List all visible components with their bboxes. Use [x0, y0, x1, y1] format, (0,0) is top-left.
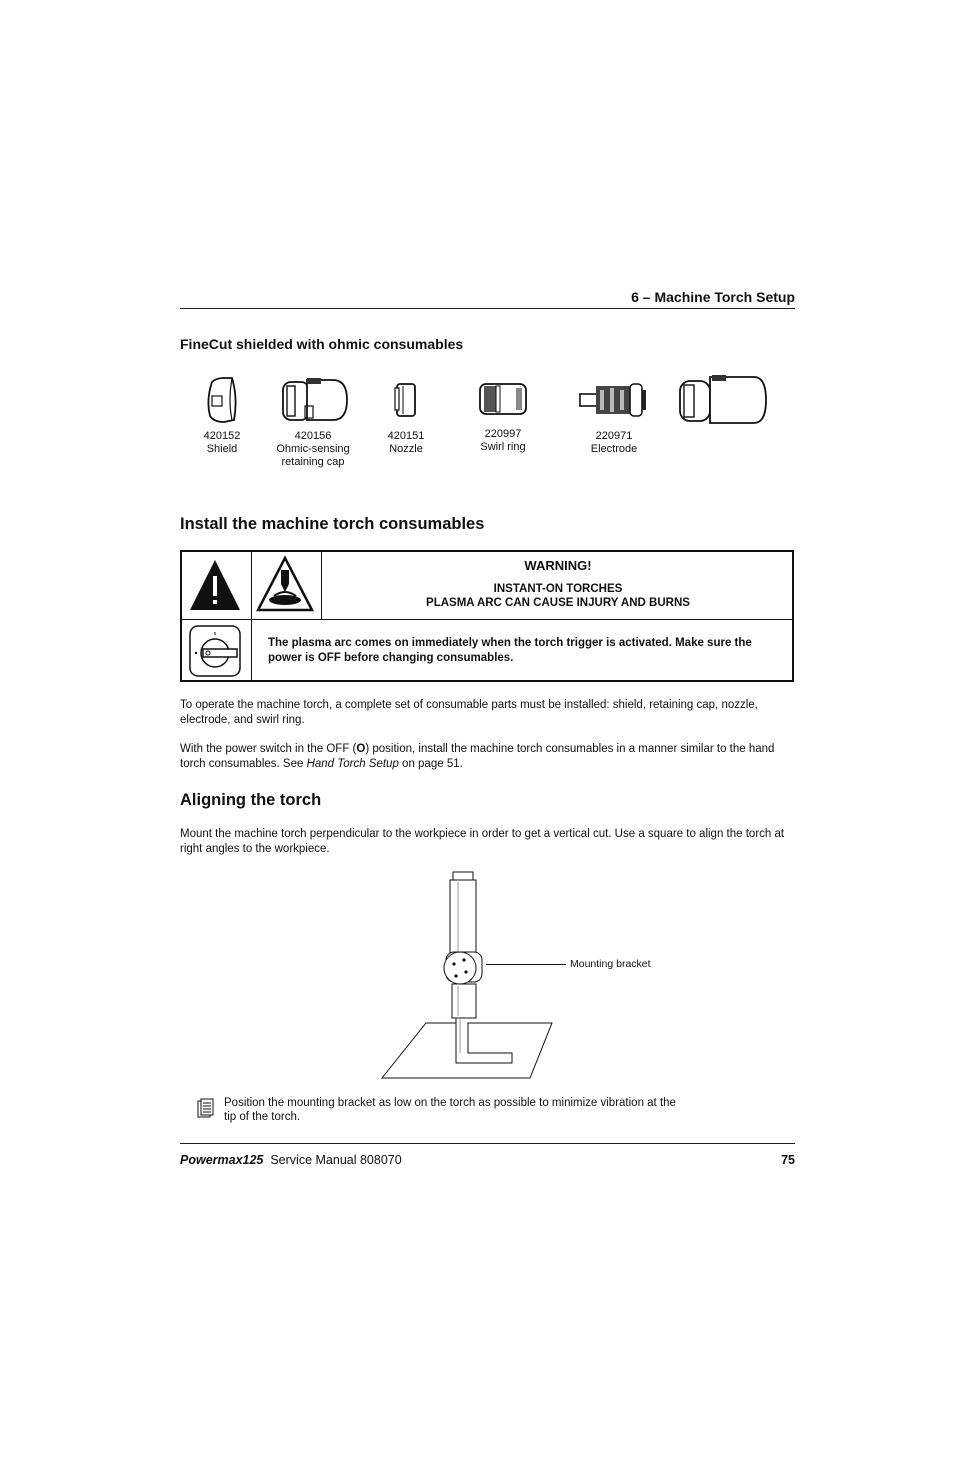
para2-text-a: With the power switch in the OFF (: [180, 743, 357, 755]
retaining-cap-icon: [277, 376, 349, 424]
part-swirl-ring: [472, 376, 534, 454]
hand-torch-setup-reference[interactable]: Hand Torch Setup: [306, 758, 399, 770]
align-paragraph: Mount the machine torch perpendicular to the workpiece in order to get a vertical cut. Use a square to align the torch at right angles to the workpiece.: [180, 828, 785, 855]
note-icon-wrapper: [197, 1097, 215, 1119]
electrode-icon: [576, 376, 652, 424]
plasma-hazard-icon: [252, 552, 318, 616]
install-paragraph-2: [180, 742, 795, 772]
warning-body: The plasma arc comes on immediately when the torch trigger is activated. Make sure the power is OFF before changing consumables.: [268, 637, 752, 664]
warning-icon-cell: [182, 552, 252, 620]
part-nozzle: [380, 376, 432, 456]
footer-divider: [180, 1143, 795, 1144]
off-symbol: O: [356, 743, 366, 755]
install-heading: Install the machine torch consumables: [180, 515, 485, 533]
part-electrode: [574, 376, 654, 456]
note-text: Position the mounting bracket as low on the torch as possible to minimize vibration at the tip of the torch.: [224, 1097, 676, 1123]
part-retaining-cap: [275, 376, 351, 469]
warning-title: WARNING!: [524, 558, 592, 573]
part-number: 420156: [294, 430, 332, 442]
manual-info: Service Manual 808070: [270, 1153, 402, 1167]
part-name: Electrode: [590, 443, 638, 455]
section-title: 6 – Machine Torch Setup: [631, 289, 795, 305]
warning-body-cell: [252, 620, 794, 680]
header-divider: [180, 308, 795, 309]
warning-line-1: INSTANT-ON TORCHES: [493, 583, 623, 595]
mounting-bracket-callout: Mounting bracket: [570, 958, 651, 970]
warning-box: [180, 550, 794, 682]
shield-icon: [202, 376, 242, 424]
part-name: Swirl ring: [480, 441, 526, 453]
torch-alignment-icon: [380, 868, 560, 1083]
note-icon: [197, 1097, 215, 1119]
switch-icon-cell: [182, 620, 252, 680]
part-name: Nozzle: [389, 443, 423, 455]
part-number: 220971: [595, 430, 633, 442]
nozzle-icon: [391, 376, 421, 424]
warning-line-2: PLASMA ARC CAN CAUSE INJURY AND BURNS: [426, 597, 690, 609]
part-number: 220997: [484, 428, 522, 440]
assembled-consumables-icon: [676, 373, 768, 427]
install-paragraph-1: To operate the machine torch, a complete set of consumable parts must be installed: shield, retaining cap, nozzle, electrode, and swirl ring.: [180, 699, 758, 726]
warning-triangle-icon: [182, 552, 248, 616]
consumables-heading: FineCut shielded with ohmic consumables: [180, 336, 464, 352]
callout-leader-line: [486, 964, 566, 965]
part-number: 420152: [203, 430, 241, 442]
brand-name: Powermax125: [180, 1153, 264, 1167]
page-number: 75: [781, 1153, 795, 1167]
part-name: Ohmic-sensing retaining cap: [276, 443, 350, 468]
torch-illustration: [380, 868, 560, 1083]
align-heading: Aligning the torch: [180, 791, 322, 809]
power-switch-icon: [182, 620, 248, 680]
part-shield: [192, 376, 252, 456]
para2-text-c: ) position, install the machine torch consumables in a manner similar to the hand torch consumables. See: [180, 743, 775, 770]
assembled-consumables: [676, 373, 768, 427]
part-name: Shield: [206, 443, 238, 455]
swirl-ring-icon: [474, 376, 532, 422]
warning-text-cell: [322, 552, 794, 620]
para2-text-d: on page 51.: [398, 758, 463, 770]
plasma-icon-cell: [252, 552, 322, 620]
footer-manual: [180, 1153, 402, 1167]
part-number: 420151: [387, 430, 425, 442]
